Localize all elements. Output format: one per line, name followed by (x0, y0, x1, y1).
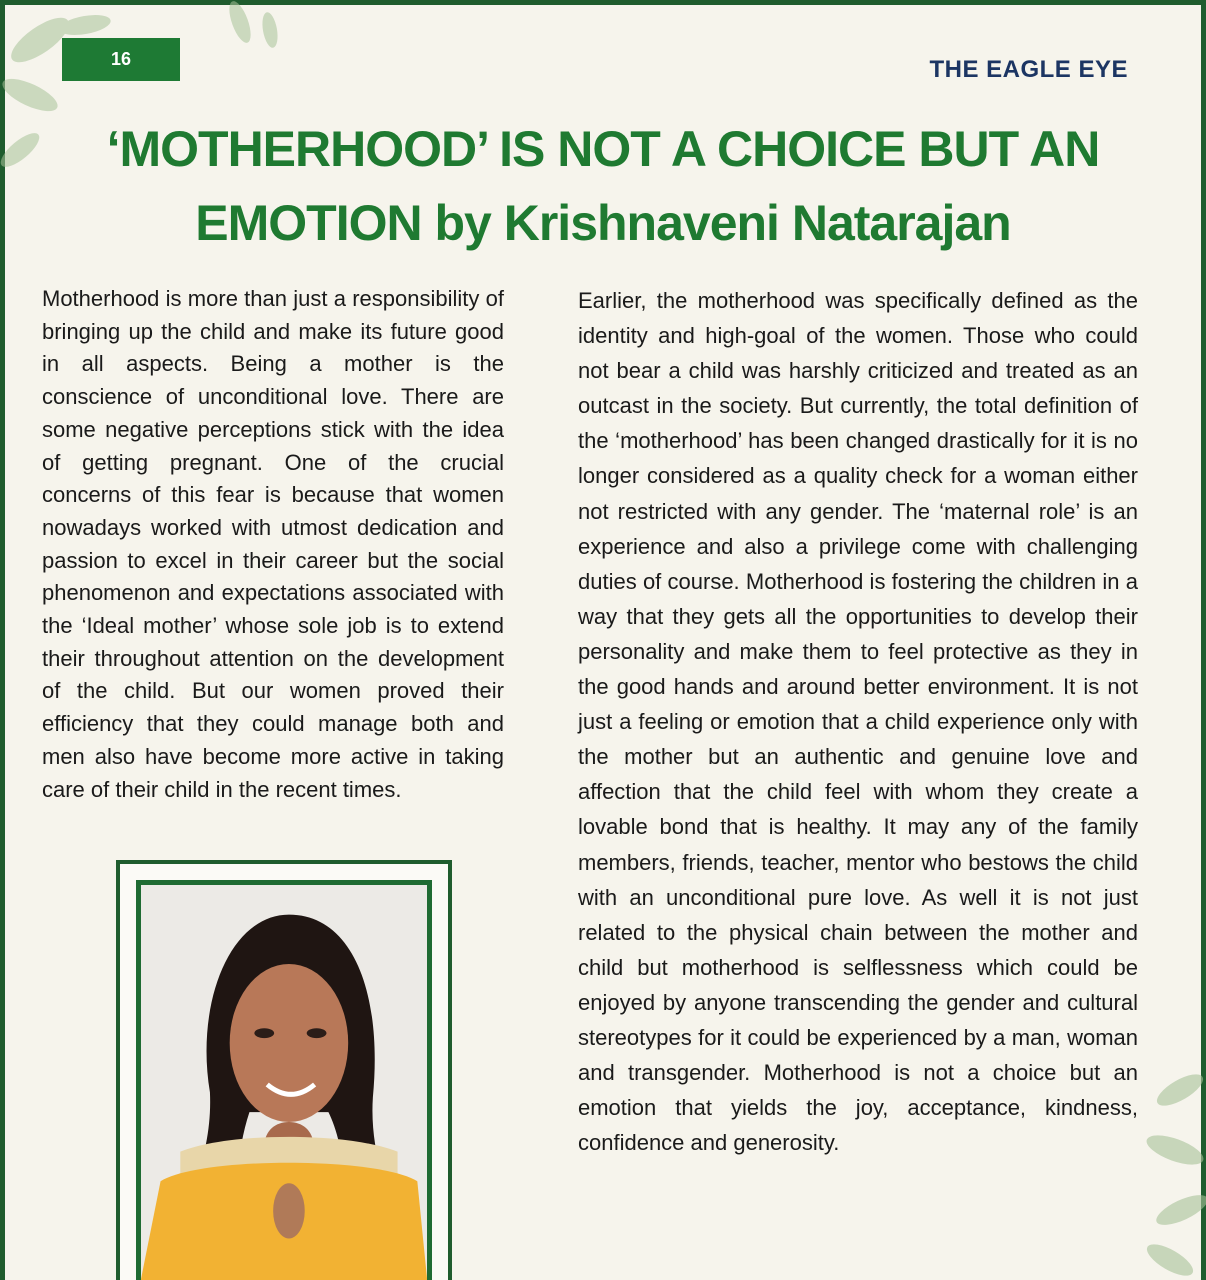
article-column-right: Earlier, the motherhood was specifically defined as the identity and high-goal of the women. Those who could not bear a child was harshly criticized and treated as an outcast in the society. But currently, the total definition of the ‘motherhood’ has been changed drastically for it is no longer considered as a quality check for a woman either not restricted with any gender. The ‘maternal role’ is an experience and also a privilege come with challenging duties of course. Motherhood is fostering the children in a way that they gets all the opportunities to develop their personality and make them to feel protective as they in the good hands and around better environment. It is not just a feeling or emotion that a child experience only with the mother but an authentic and genuine love and affection that the child feel with whom they create a lovable bond that is healthy. It may any of the family members, friends, teacher, mentor who bestows the child with an unconditional pure love. As well it is not just related to the physical chain between the mother and child but motherhood is selflessness which could be enjoyed by anyone transcending the gender and cultural stereotypes for it could be experienced by a man, woman and transgender. Motherhood is not a choice but an emotion that yields the joy, acceptance, kindness, confidence and generosity. (578, 288, 1138, 1156)
article-title: ‘MOTHERHOOD’ IS NOT A CHOICE BUT AN EMOTION by Krishnaveni Natarajan (106, 121, 1100, 251)
author-photo (136, 880, 432, 1280)
page-number-badge: 16 (62, 38, 180, 81)
article-column-left: Motherhood is more than just a responsibility of bringing up the child and make its future good in all aspects. Being a mother is the conscience of unconditional love. There are some negative perceptions stick with the idea of getting pregnant. One of the crucial concerns of this fear is because that women nowadays worked with utmost dedication and passion to excel in their career but the social phenomenon and expectations associated with the ‘Ideal mother’ whose sole job is to extend their throughout attention on the development of the child. But our women proved their efficiency that they could manage both and men also have become more active in taking care of their child in the recent times. (42, 286, 504, 802)
author-photo-frame (116, 860, 452, 1280)
publication-name: THE EAGLE EYE (929, 56, 1128, 83)
